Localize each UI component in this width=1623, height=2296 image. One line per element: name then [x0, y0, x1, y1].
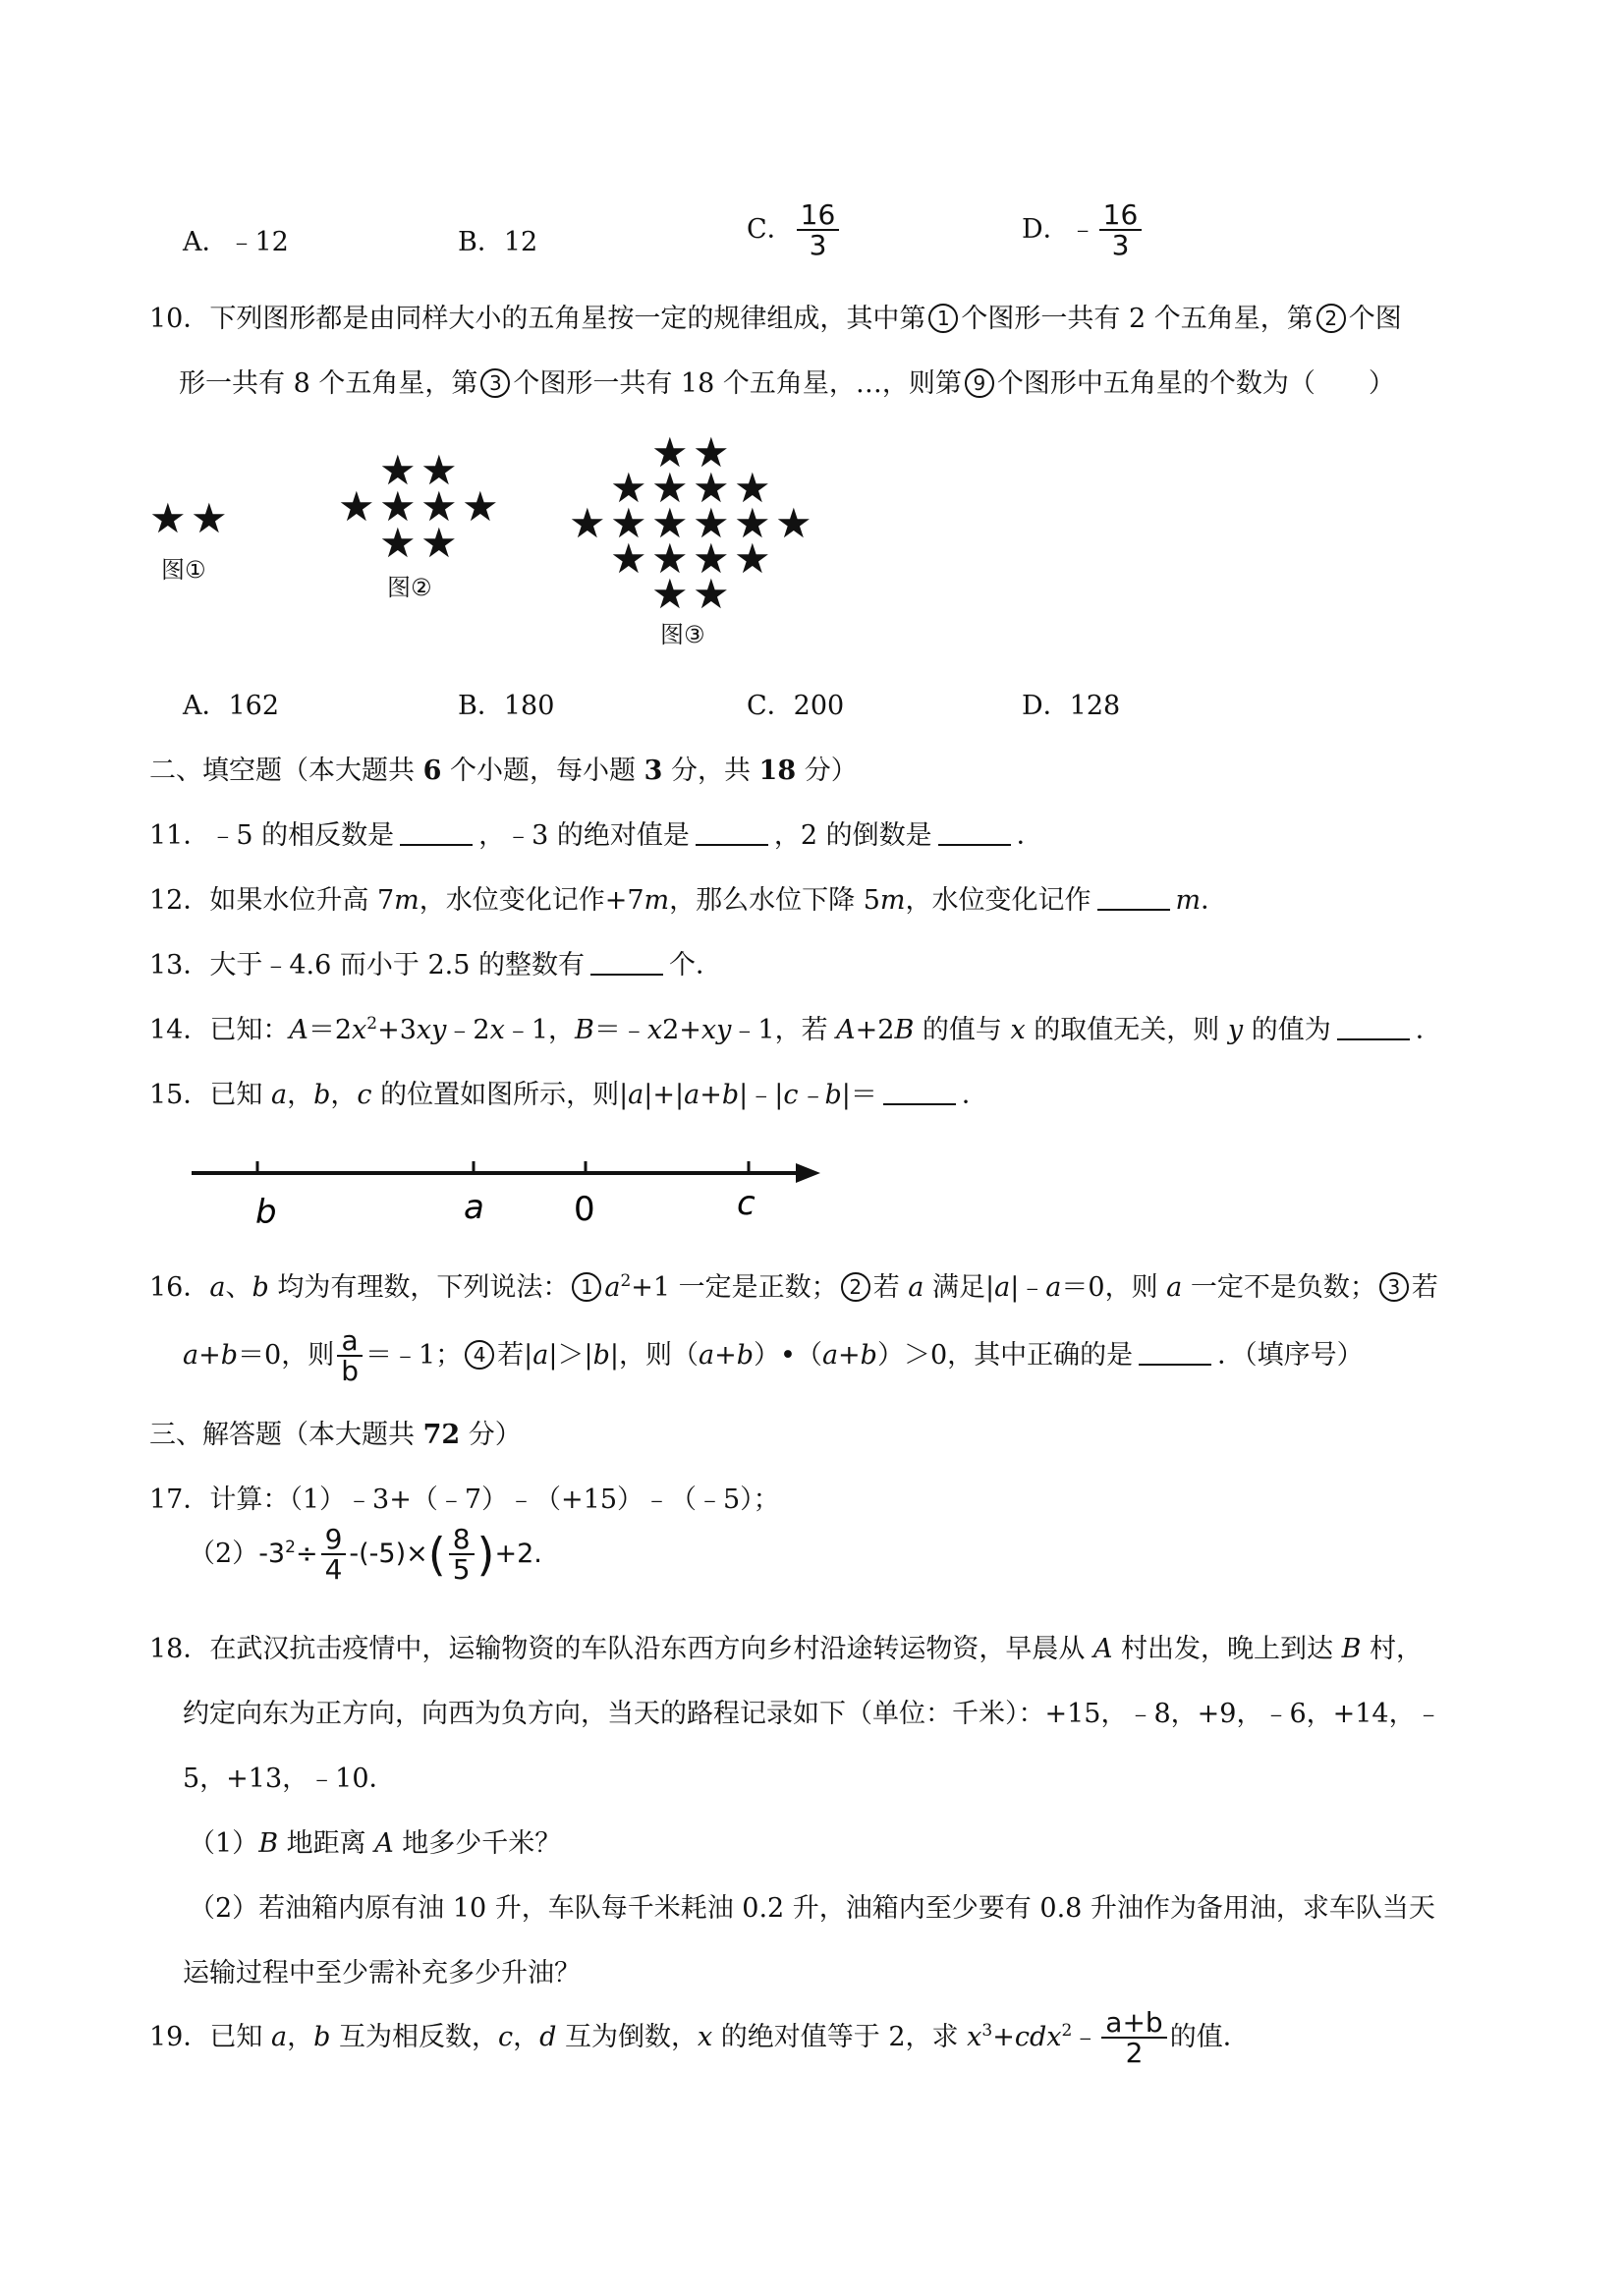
answer-blank: [1337, 1017, 1410, 1040]
q16-line1: 16．a、b 均为有理数，下列说法： 1 $a^2+1$ 一定是正数； 2 若 a 满足|a|﹣a＝0，则 a 一定不是负数； 3 若: [149, 1271, 1438, 1303]
answer-blank: [1097, 887, 1170, 911]
q10-option-d: D．128: [1022, 691, 1121, 721]
q10-option-b: B．180: [458, 691, 555, 721]
q18-sub2-cont: 运输过程中至少需补充多少升油？: [183, 1958, 581, 1988]
star-icon: ★: [775, 499, 812, 547]
star-icon: ★: [651, 428, 689, 476]
star-icon: ★: [693, 499, 730, 547]
star-icon: ★: [651, 534, 689, 583]
star-icon: ★: [379, 519, 417, 567]
axis-label-a: a: [464, 1188, 484, 1227]
q13: 13．大于﹣4.6 而小于 2.5 的整数有 个．: [149, 950, 722, 980]
figure-label-1: 图①: [161, 556, 206, 584]
star-icon: ★: [379, 446, 417, 494]
q18-line2: 约定向东为正方向，向西为负方向，当天的路程记录如下（单位：千米）：+15，﹣8，+9，﹣6，+14，﹣: [183, 1699, 1442, 1729]
axis-label-0: 0: [574, 1190, 595, 1229]
q10-option-a: A．162: [183, 691, 280, 721]
q17-line2: $(2)-3^2\div$ $\frac{9}{4}$ -(-5)×( $\frac{8}{5}$ )+2.: [189, 1523, 542, 1587]
number-line-figure: [187, 1140, 835, 1238]
star-icon: ★: [651, 464, 689, 512]
q18-sub1: （1）B 地距离 A 地多少千米？: [189, 1828, 562, 1859]
q9-option-d: D．﹣ $\frac{16}{3}$: [1022, 200, 1145, 260]
q18-line3: 5，+13，﹣10．: [183, 1764, 396, 1794]
star-icon: ★: [338, 482, 375, 531]
section-heading-fill-blank: 二、填空题（本大题共 6 个小题，每小题 3 分，共 18 分）: [149, 756, 858, 786]
left-paren: (: [427, 1528, 446, 1582]
answer-blank: [696, 822, 768, 846]
q16-line2: a+b＝0，则 $\frac{a}{b}$ ＝﹣1； 4 若|a|＞|b|，则（a+b）•（a+b）＞0，其中正确的是 ．（填序号）: [183, 1324, 1364, 1388]
q10-option-c: C．200: [747, 691, 845, 721]
axis-label-b: b: [255, 1193, 277, 1232]
answer-blank: [1139, 1342, 1211, 1366]
star-icon: ★: [610, 464, 647, 512]
axis-label-c: c: [737, 1184, 756, 1223]
q15: 15．已知 a，b，c 的位置如图所示，则|a|+|a+b|﹣|c﹣b|＝ ．: [149, 1080, 988, 1110]
star-icon: ★: [693, 428, 730, 476]
answer-blank: [938, 822, 1011, 846]
q19: 19．已知 a，b 互为相反数，c，d 互为倒数，x 的绝对值等于 2，求 $x^3+cdx^2﹣$ $\frac{a+b}{2}$ 的值．: [149, 2006, 1250, 2070]
star-icon: ★: [462, 482, 499, 531]
star-icon: ★: [734, 534, 771, 583]
q10-line2: 形一共有 8 个五角星，第 3 个图形一共有 18 个五角星，…，则第 9 个图形中五角星的个数为（ ）: [179, 368, 1395, 399]
star-icon: ★: [420, 482, 458, 531]
star-icon: ★: [420, 446, 458, 494]
star-icon: ★: [569, 499, 606, 547]
q12: 12．如果水位升高 7m，水位变化记作+7m，那么水位下降 5m，水位变化记作 m．: [149, 885, 1228, 916]
star-icon: ★: [651, 570, 689, 618]
star-icon: ★: [610, 499, 647, 547]
star-icon: ★: [693, 464, 730, 512]
star-icon: ★: [734, 499, 771, 547]
q14: 14．已知：$A=2x^2+3xy﹣2x﹣1$，B＝﹣x2+xy﹣1，若 A+2B 的值与 x 的取值无关，则 y 的值为 ．: [149, 1014, 1442, 1045]
star-icon: ★: [149, 494, 187, 542]
figure-label-2: 图②: [387, 574, 432, 601]
answer-blank: [590, 952, 663, 976]
star-icon: ★: [651, 499, 689, 547]
q9-option-a: A．﹣12: [183, 227, 289, 257]
number-line-arrow: [796, 1163, 820, 1183]
star-icon: ★: [610, 534, 647, 583]
section-heading-solve: 三、解答题（本大题共 72 分）: [149, 1420, 522, 1450]
q18-sub2: （2）若油箱内原有油 10 升，车队每千米耗油 0.2 升，油箱内至少要有 0.8 升油作为备用油，求车队当天: [189, 1893, 1435, 1924]
q17-line1: 17．计算：（1）﹣3+（﹣7）﹣（+15）﹣（﹣5）；: [149, 1484, 780, 1515]
star-icon: ★: [734, 464, 771, 512]
q9-option-c: C． $\frac{16}{3}$: [747, 200, 842, 260]
star-icon: ★: [191, 494, 228, 542]
star-icon: ★: [420, 519, 458, 567]
q18-line1: 18．在武汉抗击疫情中，运输物资的车队沿东西方向乡村沿途转运物资，早晨从 A 村出发，晚上到达 B 村，: [149, 1634, 1424, 1664]
star-icon: ★: [693, 534, 730, 583]
figure-label-3: 图③: [660, 621, 705, 648]
right-paren: ): [476, 1528, 495, 1582]
star-icon: ★: [693, 570, 730, 618]
q11: 11．﹣5 的相反数是 ，﹣3 的绝对值是 ，2 的倒数是 ．: [149, 820, 1043, 851]
answer-blank: [883, 1082, 956, 1105]
q9-option-b: B．12: [458, 227, 538, 257]
q10-line1: 10．下列图形都是由同样大小的五角星按一定的规律组成，其中第 1 个图形一共有 2 个五角星，第 2 个图: [149, 304, 1402, 334]
answer-blank: [400, 822, 473, 846]
star-icon: ★: [379, 482, 417, 531]
